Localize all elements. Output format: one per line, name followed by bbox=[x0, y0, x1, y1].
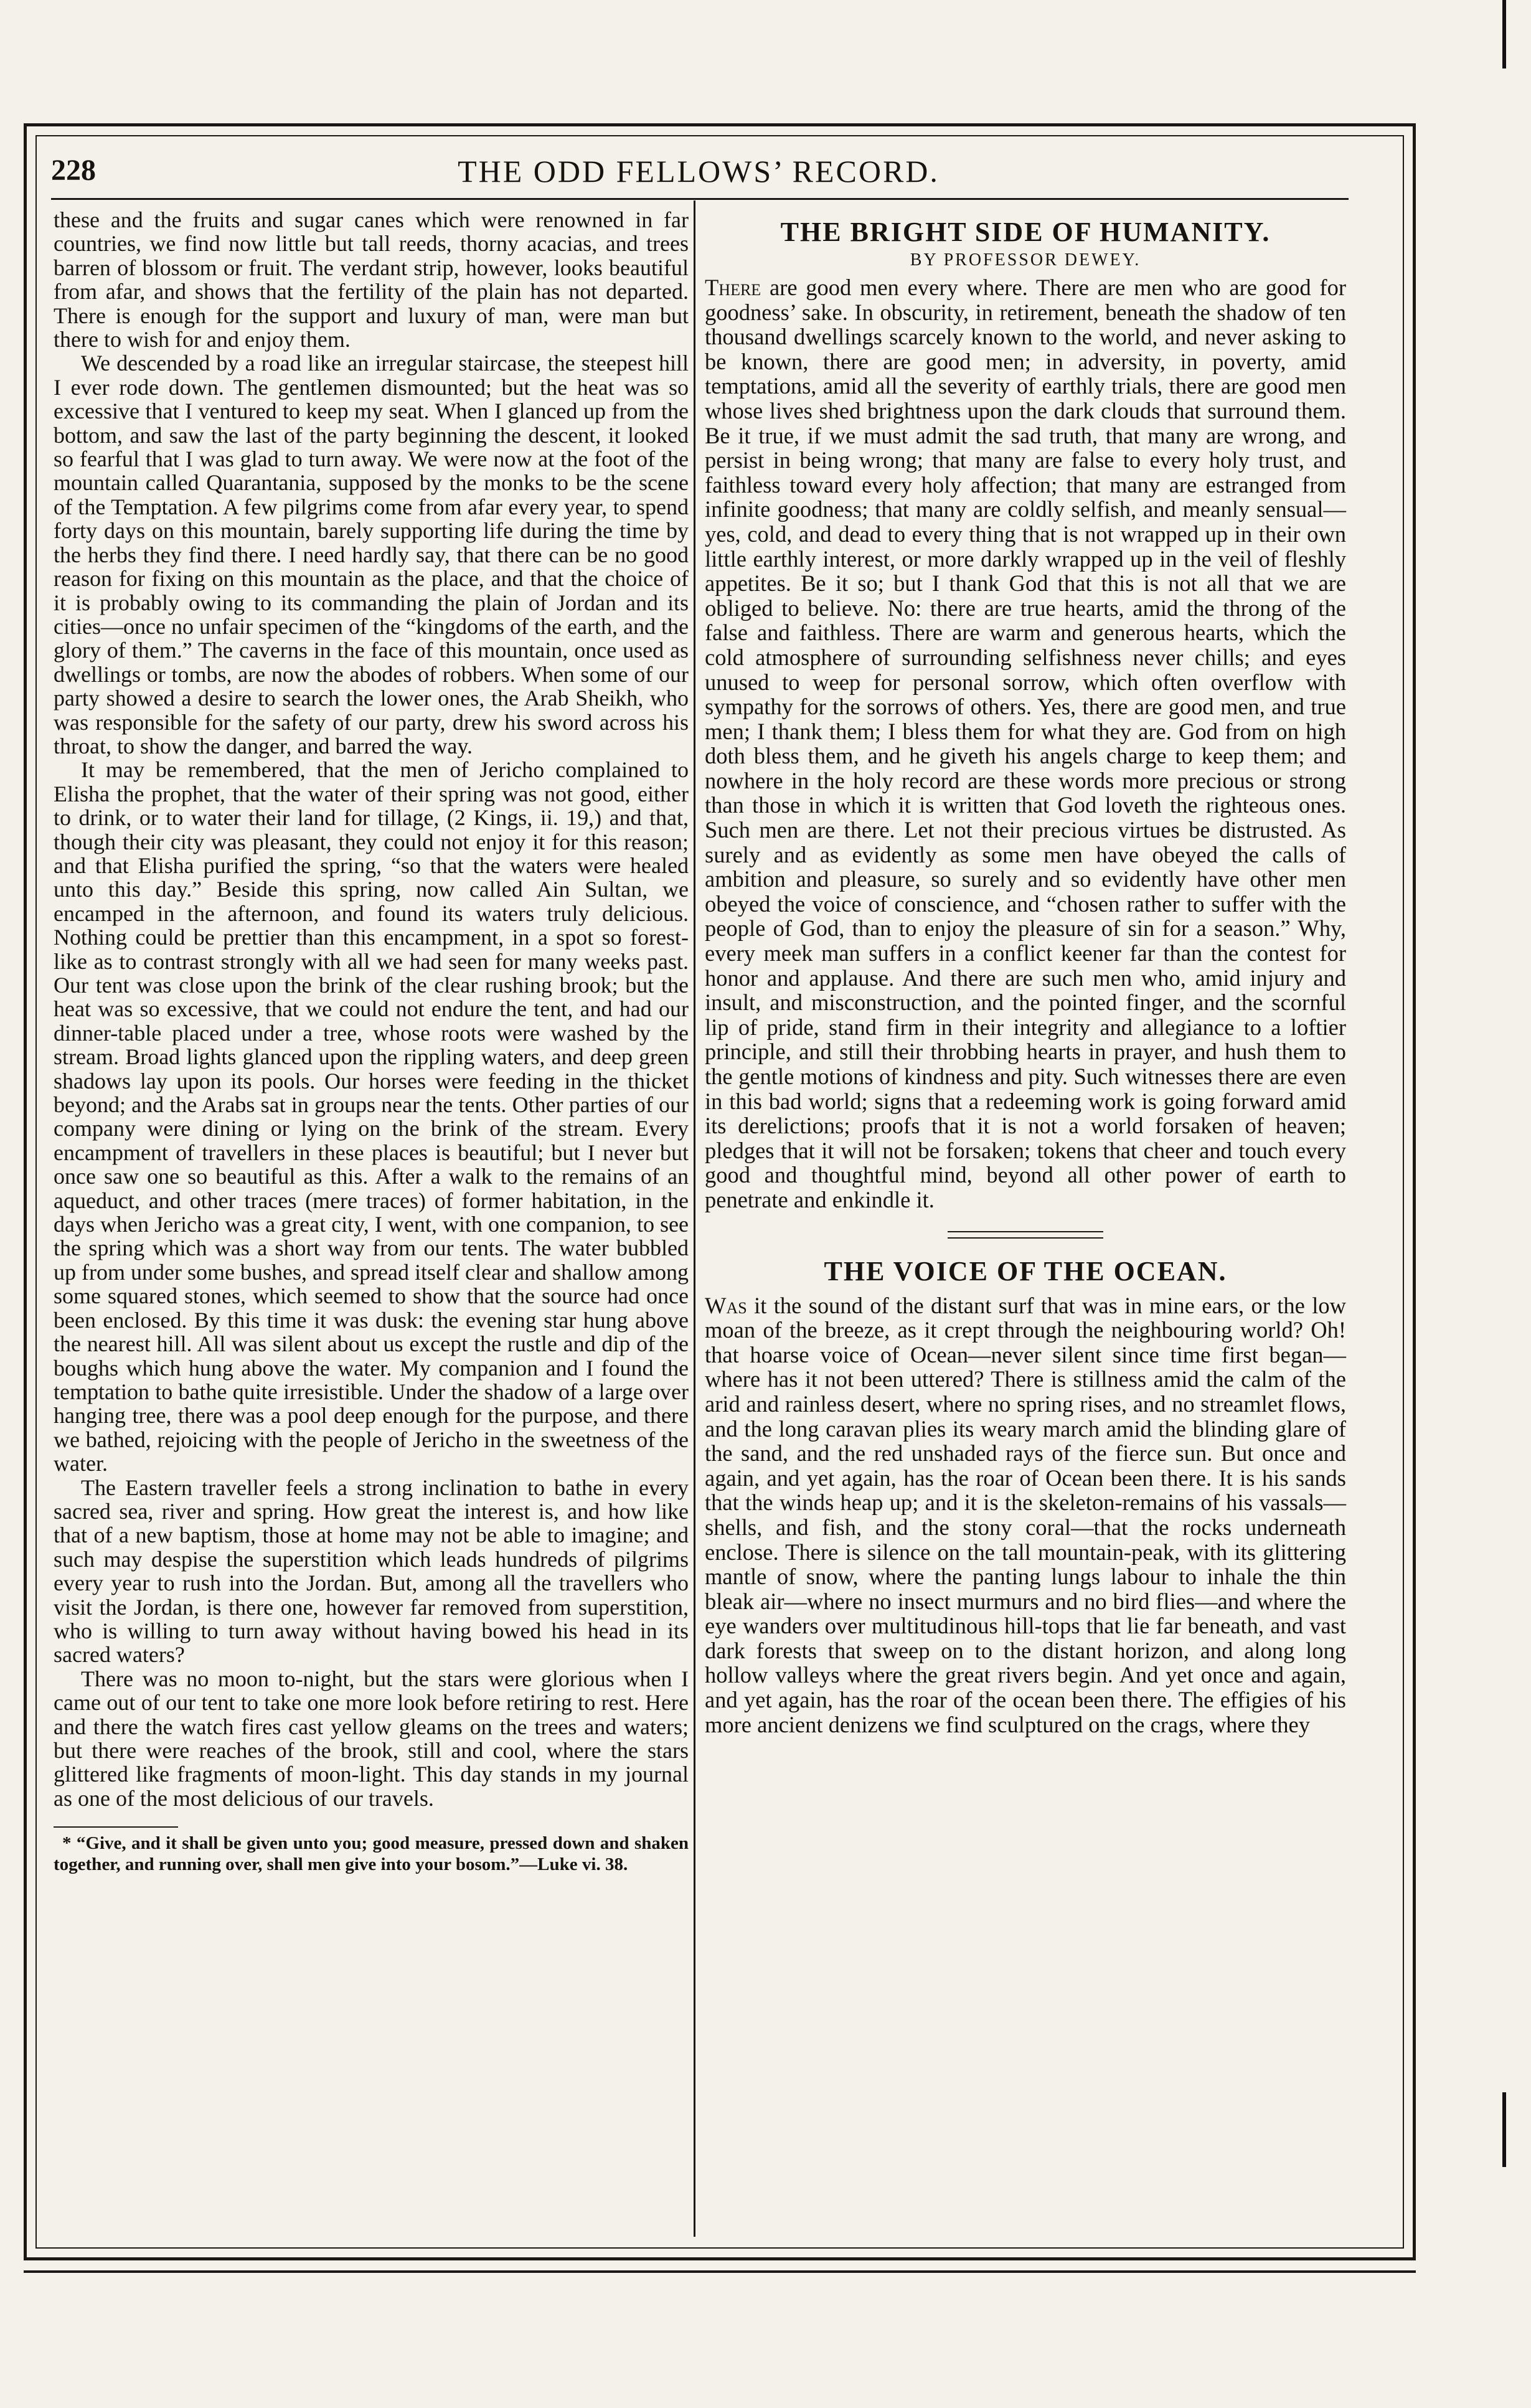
paragraph: There was no moon to-night, but the stars were glorious when I came out of our tent to take one more look before retiring to rest. Here and there the watch fires cast yellow gleams on the trees and waters; but there were reaches of the brook, still and cool, where the stars glittered like fragments of moon-light. This day stands in my journal as one of the most delicious of our travels. bbox=[54, 1666, 689, 1811]
running-title: THE ODD FELLOWS’ RECORD. bbox=[458, 154, 940, 189]
left-column bbox=[54, 208, 689, 1875]
paragraph: The Eastern traveller feels a strong inclination to bathe in every sacred sea, river and spring. How great the interest is, and how like that of a new baptism, those at home may not be able to imagine; and such may despise the superstition which leads hundreds of pilgrims every year to rush into the Jordan. But, among all the travellers who visit the Jordan, is there one, however far removed from superstition, who is willing to turn away without having bowed his head in its sacred waters? bbox=[54, 1475, 689, 1668]
right-column bbox=[705, 215, 1346, 1737]
article-title: THE BRIGHT SIDE OF HUMANITY. bbox=[780, 217, 1271, 247]
margin-mark bbox=[1502, 2092, 1506, 2167]
article-text: are good men every where. There are men who are good for goodness’ sake. In obscurity, in retirement, beneath the shadow of ten thousand dwellings scarcely known to the world, and never asking to be known, there are good men; in adversity, in poverty, amid temptations, amid all the severity of earthly trials, there are good men whose lives shed brightness upon the dark clouds that surround them. Be it true, if we must admit the sad truth, that many are wrong, and persist in being wrong; that many are false to every holy trust, and faithless toward every holy affection; that many are estranged from infinite goodness; that many are coldly selfish, and meanly sensual—yes, cold, and dead to every thing that is not wrapped up in their own little earthly interest, or more darkly wrapped up in the veil of fleshly appetites. Be it so; but I thank God that this is not all that we are obliged to believe. No: there are true hearts, amid the throng of the false and faithless. There are warm and generous hearts, which the cold atmosphere of surrounding selfishness never chills; and eyes unused to weep for personal sorrow, which often overflow with sympathy for the sorrows of others. Yes, there are good men, and true men; I thank them; I bless them for what they are. God from on high doth bless them, and he giveth his angels charge to keep them; and nowhere in the holy record are these words more precious or strong than those in which it is written that God loveth the righteous ones. Such men are there. Let not their precious virtues be distrusted. As surely and as evidently as some men have obeyed the calls of ambition and pleasure, so surely and so evidently have other men obeyed the voice of conscience, and “chosen rather to suffer with the people of God, than to enjoy the pleasure of sin for a season.” Why, every meek man suffers in a conflict keener far than the contest for honor and applause. And there are such men who, amid injury and insult, and misconstruction, and the pointed finger, and the scornful lip of pride, stand firm in their integrity and allegiance to a loftier principle, and still their throbbing hearts in prayer, and hush them to the gentle motions of kindness and pity. Such witnesses there are even in this bad world; signs that a redeeming work is going forward amid its derelictions; proofs that it is not a world forsaken of heaven; pledges that it will not be forsaken; tokens that cheer and touch every good and thoughtful mind, beyond all other power of earth to penetrate and enkindle it. bbox=[705, 275, 1346, 1212]
article-title: THE VOICE OF THE OCEAN. bbox=[824, 1255, 1227, 1287]
footnote-rule bbox=[54, 1826, 178, 1828]
margin-mark bbox=[1502, 0, 1506, 68]
footnote: * “Give, and it shall be given unto you; good measure, pressed down and shaken together, and running over, shall men give into your bosom.”—Luke vi. 38. bbox=[54, 1833, 689, 1875]
page-number: 228 bbox=[51, 154, 96, 187]
page-header bbox=[51, 149, 1346, 193]
article-body bbox=[705, 275, 1346, 1212]
article-text: it the sound of the distant surf that was in mine ears, or the low moan of the breeze, as it crept through the neighbouring world? Oh! that hoarse voice of Ocean—never silent since time first began—where has it not been uttered? There is stillness amid the calm of the arid and rainless desert, where no spring rises, and no streamlet flows, and the long caravan plies its weary march amid the blinding glare of the sand, and the red unshaded rays of the fierce sun. But once and again, and yet again, has the roar of Ocean been there. It is his sands that the winds heap up; and it is the skeleton-remains of his vassals—shells, and fish, and the stony coral—that the rocks underneath enclose. There is silence on the tall mountain-peak, with its glittering mantle of snow, where the panting lungs labour to inhale the thin bleak air—where no insect murmurs and no bird flies—and where the eye wanders over multitudinous hill-tops that lie far beneath, and vast dark forests that sweep on to the distant horizon, and along long hollow valleys where the great rivers begin. And yet once and again, and yet again, has the roar of the ocean been there. The effigies of his more ancient denizens we find sculptured on the crags, where they bbox=[705, 1292, 1346, 1737]
header-rule bbox=[51, 198, 1349, 200]
byline: BY PROFESSOR DEWEY. bbox=[910, 250, 1141, 270]
paragraph: these and the fruits and sugar canes which were renowned in far countries, we find now little but tall reeds, thorny acacias, and trees barren of blossom or fruit. The verdant strip, however, looks beautiful from afar, and shows that the fertility of the plain has not departed. There is enough for the support and luxury of man, were man but there to wish for and enjoy them. bbox=[54, 207, 689, 352]
paragraph: We descended by a road like an irregular staircase, the steepest hill I ever rode down. The gentlemen dismounted; but the heat was so excessive that I ventured to keep my seat. When I glanced up from the bottom, and saw the last of the party beginning the descent, it looked so fearful that I was glad to turn away. We were now at the foot of the mountain called Quarantania, supposed by the monks to be the scene of the Temptation. A few pilgrims come from afar every year, to spend forty days on this mountain, barely supporting life during the time by the herbs they find there. I need hardly say, that there can be no good reason for fixing on this mountain as the place, and that the choice of it is probably owing to its commanding the plain of Jordan and its cities—once no unfair specimen of the “kingdoms of the earth, and the glory of them.” The caverns in the face of this mountain, once used as dwellings or tombs, are now the abodes of robbers. When some of our party showed a desire to search the lower ones, the Arab Sheikh, who was responsible for the safety of our party, drew his sword across his throat, to show the danger, and barred the way. bbox=[54, 351, 689, 758]
dropcap: Was bbox=[705, 1292, 747, 1318]
article-body bbox=[705, 1293, 1346, 1737]
column-divider bbox=[694, 201, 695, 2237]
section-divider bbox=[948, 1231, 1103, 1239]
bottom-rule bbox=[24, 2270, 1416, 2273]
paragraph: It may be remembered, that the men of Jericho complained to Elisha the prophet, that the water of their spring was not good, either to drink, or to water their land for tillage, (2 Kings, ii. 19,) and that, though their city was pleasant, they could not enjoy it for this reason; and that Elisha purified the spring, “so that the waters were healed unto this day.” Beside this spring, now called Ain Sultan, we encamped in the afternoon, and found its waters truly delicious. Nothing could be prettier than this encampment, in a spot so forest-like as to contrast strongly with all we had seen for many weeks past. Our tent was close upon the brink of the clear rushing brook; but the heat was so excessive, that we could not endure the tent, and had our dinner-table placed under a tree, whose roots were washed by the stream. Broad lights glanced upon the rippling waters, and deep green shadows lay upon its pools. Our horses were feeding in the thicket beyond; and the Arabs sat in groups near the tents. Other parties of our company were dining or lying on the brink of the stream. Every encampment of travellers in these places is beautiful; but I never but once saw one so beautiful as this. After a walk to the remains of an aqueduct, and other traces (mere traces) of former habitation, in the days when Jericho was a great city, I went, with one companion, to see the spring which was a short way from our tents. The water bubbled up from under some bushes, and spread itself clear and shallow among some squared stones, which seemed to show that the source had once been enclosed. By this time it was dusk: the evening star hung above the nearest hill. All was silent about us except the rustle and dip of the boughs which hung above the water. My companion and I found the temptation to bathe quite irresistible. Under the shadow of a large over hanging tree, there was a pool deep enough for the purpose, and there we bathed, rejoicing with the people of Jericho in the sweetness of the water. bbox=[54, 757, 689, 1476]
dropcap: There bbox=[705, 275, 761, 300]
